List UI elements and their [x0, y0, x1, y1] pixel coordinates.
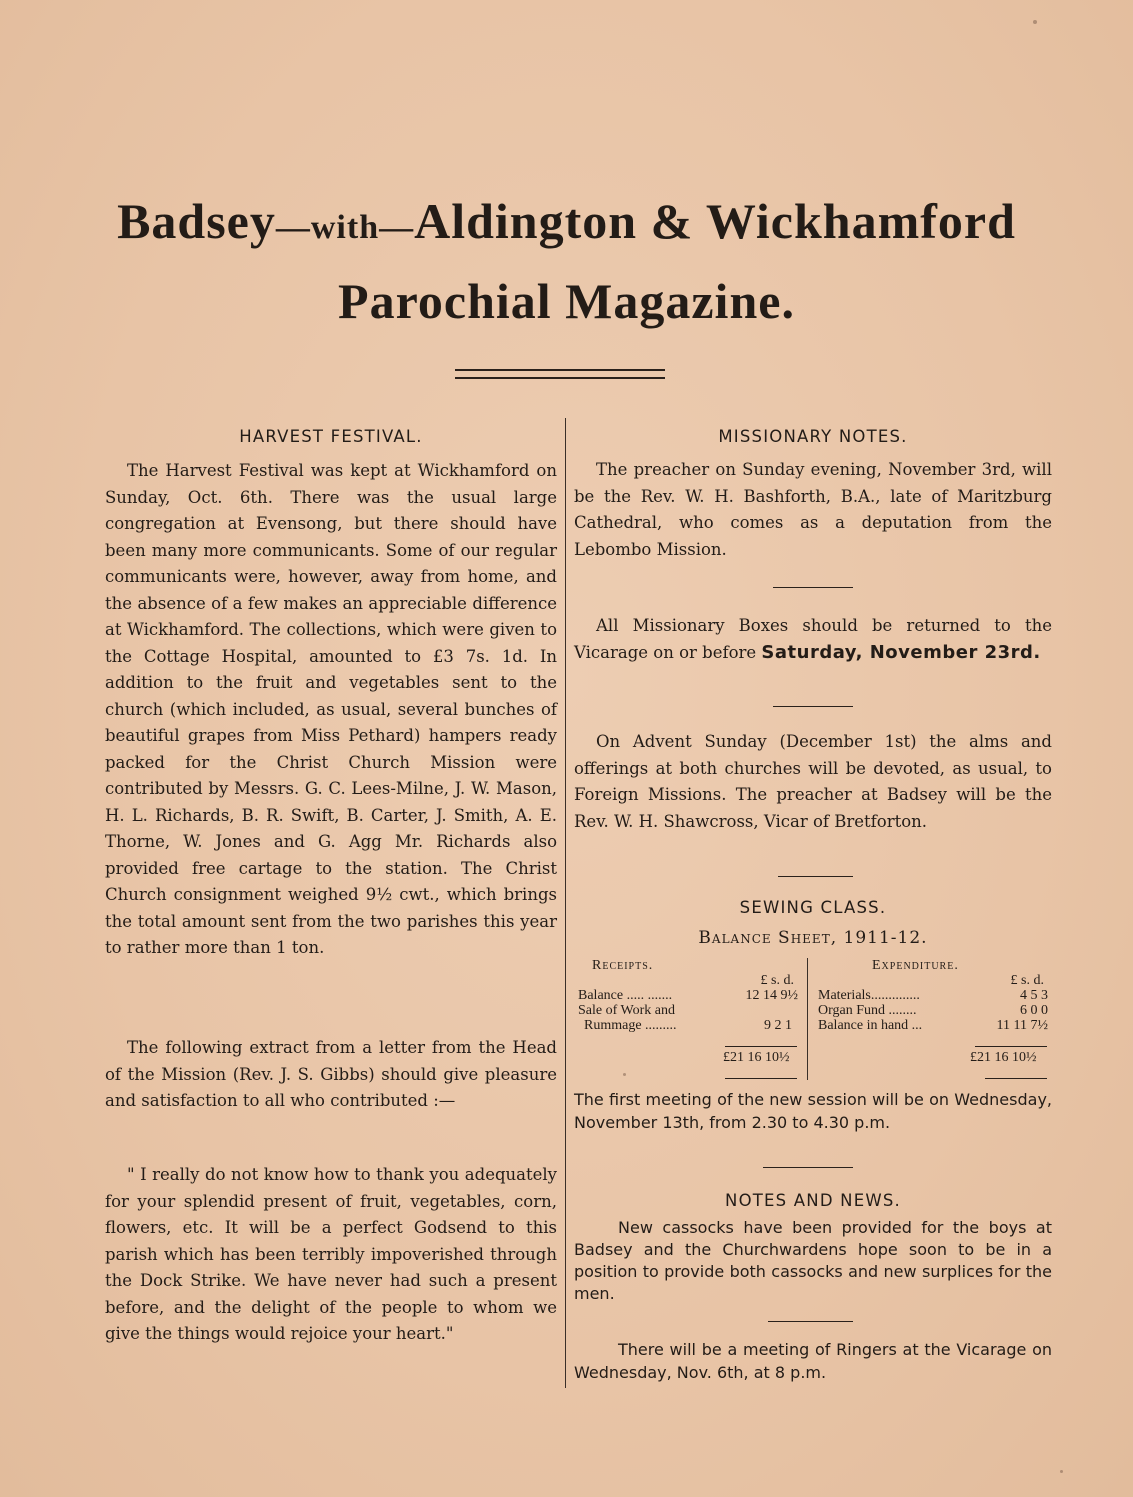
section-dash: [773, 706, 853, 707]
column-divider: [565, 418, 566, 1388]
expenditure-row-amount: 11 11 7½: [996, 1018, 1048, 1033]
receipts-row: [578, 988, 798, 1003]
receipts-row-amount: 12 14 9½: [745, 988, 798, 1003]
missionary-notes-paragraph-1: The preacher on Sunday evening, November 3rd, will be the Rev. W. H. Bashforth, B.A., late of Maritzburg Cathedral, who comes as a deputation from the Lebombo Mission.: [574, 460, 1052, 559]
expenditure-row-label: Organ Fund ........: [818, 1003, 917, 1018]
balance-sheet-label: Balance Sheet: [698, 928, 831, 948]
sewing-class-heading: SEWING CLASS.: [739, 898, 887, 917]
receipts-total: £21 16 10½: [723, 1050, 790, 1065]
harvest-festival-paragraph-1: The Harvest Festival was kept at Wickhamford on Sunday, Oct. 6th. There was the usual large congregation at Evensong, but there should have been many more communicants. Some of our regular communicants were, however, away from home, and the absence of a few makes an appreciable difference at Wickhamford. The collections, which were given to the Cottage Hospital, amounted to £3 7s. 1d. In addition to the fruit and vegetables sent to the church (which included, as usual, several bunches of beautiful grapes from Miss Pethard) hampers ready packed for the Christ Church Mission were contributed by Messrs. G. C. Lees-Milne, J. W. Mason, H. L. Richards, B. R. Swift, B. Carter, J. Smith, A. E. Thorne, W. Jones and G. Agg Mr. Richards also provided free cartage to the station. The Christ Church consignment weighed 9½ cwt., which brings the total amount sent from the two parishes this year to rather more than 1 ton.: [105, 461, 557, 957]
expenditure-total: £21 16 10½: [970, 1050, 1037, 1065]
receipts-currency-header: £ s. d.: [760, 973, 794, 988]
missionary-boxes-date: Saturday, November 23rd.: [761, 641, 1041, 663]
missionary-notes-heading: MISSIONARY NOTES.: [718, 427, 908, 446]
expenditure-row: [818, 1003, 1048, 1018]
section-dash: [768, 1321, 853, 1322]
expenditure-header: Expenditure.: [872, 958, 959, 973]
masthead-title-line1: Badsey—with—Aldington & Wickhamford: [117, 193, 1016, 249]
masthead-double-rule: [455, 369, 665, 379]
missionary-notes-paragraph-2: [574, 613, 1052, 666]
receipts-total-rule: [725, 1078, 797, 1079]
section-dash: [763, 1167, 853, 1168]
title-badsey: Badsey: [117, 193, 276, 249]
sewing-class-paragraph: The first meeting of the new session will be on Wednesday, November 13th, from 2.30 to 4.30 p.m.: [574, 1090, 1052, 1132]
receipts-row-label: Balance ..... .......: [578, 988, 673, 1003]
title-with: with: [310, 209, 380, 246]
section-dash: [773, 587, 853, 588]
notes-and-news-paragraph-2: There will be a meeting of Ringers at the Vicarage on Wednesday, Nov. 6th, at 8 p.m.: [574, 1340, 1052, 1382]
harvest-festival-heading: HARVEST FESTIVAL.: [239, 427, 423, 446]
expenditure-row-label: Balance in hand ...: [818, 1018, 923, 1033]
paper-speck: [1060, 1470, 1063, 1473]
masthead-title-line2: Parochial Magazine.: [338, 273, 795, 329]
expenditure-row: [818, 1018, 1048, 1033]
receipts-sum-rule: [725, 1046, 797, 1047]
expenditure-row-amount: 6 0 0: [1020, 1003, 1048, 1018]
receipts-row: [578, 1003, 798, 1018]
missionary-notes-paragraph-3: On Advent Sunday (December 1st) the alms and offerings at both churches will be devoted, as usual, to Foreign Missions. The preacher at Badsey will be the Rev. W. H. Shawcross, Vicar of Bretforton.: [574, 732, 1052, 831]
missionary-boxes-text: All Missionary Boxes should be returned to the Vicarage on or before: [574, 616, 1052, 662]
title-aldington-wickhamford: Aldington & Wickhamford: [414, 193, 1016, 249]
balance-sheet-divider: [807, 958, 808, 1080]
receipts-row-label: Sale of Work and: [578, 1003, 675, 1018]
expenditure-row-label: Materials..............: [818, 988, 920, 1003]
expenditure-currency-header: £ s. d.: [1010, 973, 1044, 988]
notes-and-news-heading: NOTES AND NEWS.: [725, 1191, 901, 1210]
harvest-festival-paragraph-2: The following extract from a letter from the Head of the Mission (Rev. J. S. Gibbs) should give pleasure and satisfaction to all who contributed :—: [105, 1038, 557, 1110]
balance-sheet-year: , 1911-12.: [830, 928, 928, 948]
paper-speck: [623, 1073, 626, 1076]
section-dash: [778, 876, 853, 877]
expenditure-row-amount: 4 5 3: [1020, 988, 1048, 1003]
paper-speck: [1033, 20, 1037, 24]
balance-sheet-title: [574, 928, 1052, 948]
expenditure-table: [818, 958, 1048, 1033]
receipts-row-label: Rummage .........: [584, 1018, 677, 1033]
expenditure-sum-rule: [975, 1046, 1047, 1047]
receipts-row: [578, 1018, 798, 1033]
receipts-header: Receipts.: [592, 958, 654, 973]
harvest-festival-quote: " I really do not know how to thank you adequately for your splendid present of fruit, vegetables, corn, flowers, etc. It will be a perfect Godsend to this parish which has been terribly impoverished through the Dock Strike. We have never had such a present before, and the delight of the people to whom we give the things would rejoice your heart.": [105, 1165, 557, 1343]
expenditure-row: [818, 988, 1048, 1003]
notes-and-news-paragraph-1: New cassocks have been provided for the boys at Badsey and the Churchwardens hope soon to be in a position to provide both cassocks and new surplices for the men.: [574, 1218, 1052, 1303]
receipts-table: [578, 958, 798, 1033]
receipts-row-amount: 9 2 1: [764, 1018, 792, 1033]
expenditure-total-rule: [985, 1078, 1047, 1079]
